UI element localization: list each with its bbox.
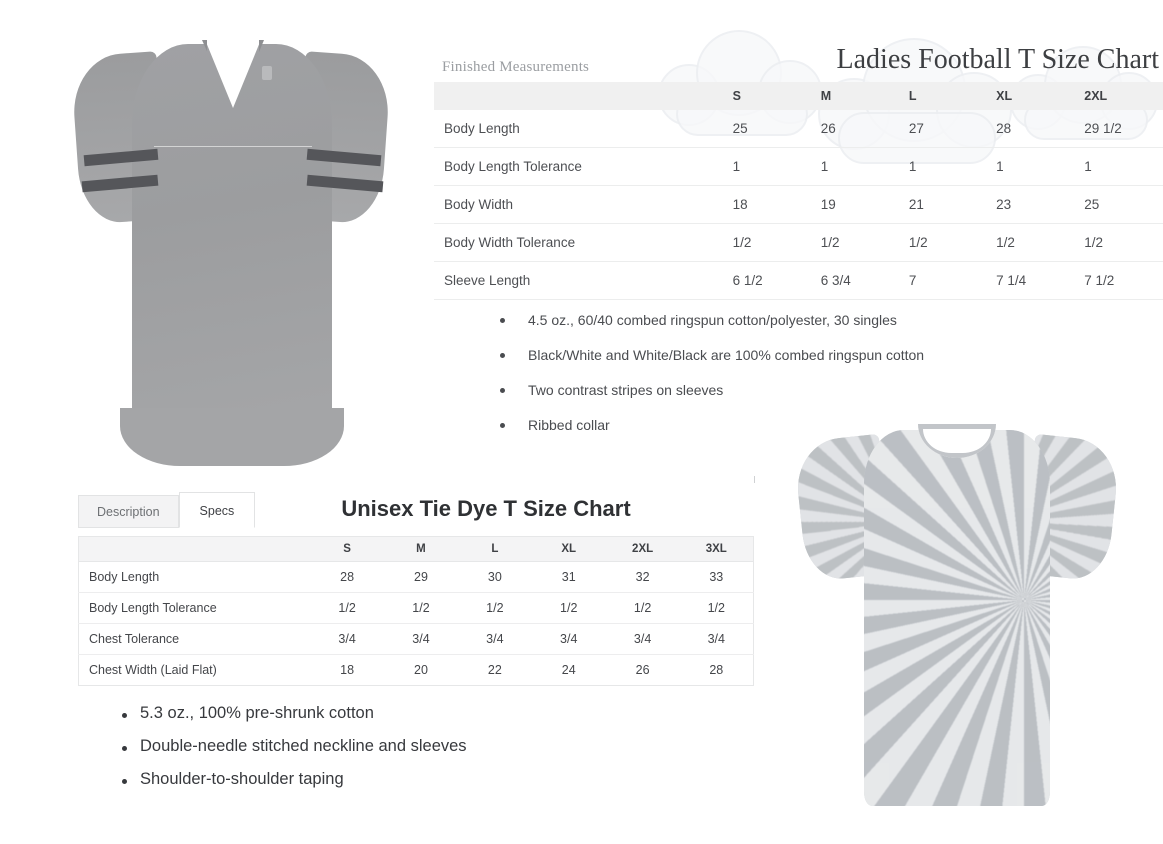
- cell-value: 18: [340, 663, 355, 677]
- table-row: [434, 262, 1163, 300]
- table-row: [434, 148, 1163, 186]
- cell-value: 28: [986, 110, 1074, 148]
- list-item: 5.3 oz., 100% pre-shrunk cotton: [118, 704, 718, 723]
- cell-value: 23: [986, 186, 1074, 224]
- list-item: Shoulder-to-shoulder taping: [118, 770, 718, 789]
- cell-value: 1/2: [532, 593, 606, 624]
- cell-value: 32: [606, 562, 680, 593]
- decorative-mark: [754, 476, 755, 483]
- table-header-row: [434, 82, 1163, 110]
- tab-description[interactable]: Description: [78, 495, 179, 528]
- column-header-l: L: [458, 537, 532, 562]
- column-header-m: M: [811, 82, 899, 110]
- cell-value: 7: [899, 262, 986, 300]
- column-header-2xl: 2XL: [1074, 82, 1163, 110]
- tab-specs[interactable]: Specs: [179, 492, 256, 528]
- cell-value: 3/4: [680, 624, 754, 655]
- cell-value: 3/4: [532, 624, 606, 655]
- cell-value: 26: [811, 110, 899, 148]
- shoulder-seam: [154, 146, 312, 147]
- column-header-2xl: 2XL: [606, 537, 680, 562]
- table-row: [79, 655, 754, 686]
- cell-value: 25: [1074, 186, 1163, 224]
- table-row: [79, 593, 754, 624]
- cell-value: 28: [310, 562, 384, 593]
- cell-value: 18: [723, 186, 811, 224]
- table-row: [434, 224, 1163, 262]
- cell-value: 1/2: [680, 593, 754, 624]
- cell-value: 1/2: [811, 224, 899, 262]
- cell-value: 7 1/2: [1074, 262, 1163, 300]
- ladies-football-size-chart: [434, 44, 1163, 300]
- cell-value: 30: [458, 562, 532, 593]
- table-row: [79, 562, 754, 593]
- column-header-xl: XL: [532, 537, 606, 562]
- list-item: Double-needle stitched neckline and sleeves: [118, 737, 718, 756]
- cell-value: 7 1/4: [986, 262, 1074, 300]
- column-header-s: S: [310, 537, 384, 562]
- cell-value: 25: [723, 110, 811, 148]
- row-label: Body Length: [79, 562, 311, 593]
- shirt-hem: [120, 408, 344, 466]
- list-item: Black/White and White/Black are 100% combed ringspun cotton: [492, 347, 1092, 363]
- column-header-xl: XL: [986, 82, 1074, 110]
- cell-value: 19: [811, 186, 899, 224]
- cell-value: 1/2: [1074, 224, 1163, 262]
- column-header-s: S: [723, 82, 811, 110]
- ladies-football-measurements-table: [434, 82, 1163, 300]
- cell-value: 1/2: [310, 593, 384, 624]
- list-item: Ribbed collar: [492, 417, 1092, 433]
- cell-value: 21: [899, 186, 986, 224]
- column-header-m: M: [384, 537, 458, 562]
- cell-value: 33: [680, 562, 754, 593]
- row-label: Body Length Tolerance: [79, 593, 311, 624]
- cell-value: 31: [532, 562, 606, 593]
- cell-value: 3/4: [606, 624, 680, 655]
- cell-value: 3/4: [384, 624, 458, 655]
- row-label: Body Length: [434, 110, 723, 148]
- cell-value: 1: [1074, 148, 1163, 186]
- finished-measurements-label: Finished Measurements: [442, 59, 590, 75]
- cell-value: 1/2: [458, 593, 532, 624]
- cell-value: 28: [709, 663, 724, 677]
- column-header-3xl: 3XL: [680, 537, 754, 562]
- cell-value: 26: [635, 663, 650, 677]
- cell-value: 29 1/2: [1074, 110, 1163, 148]
- table-row: [79, 624, 754, 655]
- cell-value: 1: [986, 148, 1074, 186]
- row-label: Body Width: [434, 186, 723, 224]
- cell-value: 1: [899, 148, 986, 186]
- cell-value: 3/4: [310, 624, 384, 655]
- row-label: Chest Tolerance: [79, 624, 311, 655]
- cell-value: 22: [487, 663, 502, 677]
- cell-value: 29: [384, 562, 458, 593]
- unisex-tie-dye-measurements-table: [78, 536, 754, 686]
- chart-header: [434, 44, 1163, 82]
- cell-value: 1: [723, 148, 811, 186]
- table-row: [434, 110, 1163, 148]
- row-label: Sleeve Length: [434, 262, 723, 300]
- cell-value: 1/2: [606, 593, 680, 624]
- unisex-tie-dye-feature-list: [78, 704, 718, 803]
- list-item: Two contrast stripes on sleeves: [492, 382, 1092, 398]
- column-header-measurement: [434, 82, 723, 110]
- row-label: Body Width Tolerance: [434, 224, 723, 262]
- neck-tag: [262, 66, 272, 80]
- cell-value: 1: [811, 148, 899, 186]
- cell-value: 6 1/2: [723, 262, 811, 300]
- cell-value: 1/2: [384, 593, 458, 624]
- shirt-body: [864, 430, 1050, 806]
- unisex-tie-dye-chart-title: Unisex Tie Dye T Size Chart: [341, 496, 631, 521]
- cell-value: 6 3/4: [811, 262, 899, 300]
- cell-value: 20: [414, 663, 428, 677]
- list-item: 4.5 oz., 60/40 combed ringspun cotton/polyester, 30 singles: [492, 312, 1092, 328]
- cell-value: 1/2: [986, 224, 1074, 262]
- cell-value: 24: [561, 663, 576, 677]
- row-label: Chest Width (Laid Flat): [89, 663, 217, 677]
- cell-value: 3/4: [458, 624, 532, 655]
- unisex-tie-dye-tee-image: [790, 408, 1120, 828]
- column-header-measurement: [79, 537, 311, 562]
- ladies-football-chart-title: Ladies Football T Size Chart: [836, 44, 1159, 75]
- cell-value: 1/2: [899, 224, 986, 262]
- row-label: Body Length Tolerance: [434, 148, 723, 186]
- ladies-football-tee-image: [62, 18, 402, 458]
- unisex-tie-dye-size-chart: [78, 488, 754, 686]
- cell-value: 27: [899, 110, 986, 148]
- column-header-l: L: [899, 82, 986, 110]
- cell-value: 1/2: [723, 224, 811, 262]
- table-row: [434, 186, 1163, 224]
- table-header-row: [79, 537, 754, 562]
- tie-dye-spiral-pattern: [864, 430, 1050, 806]
